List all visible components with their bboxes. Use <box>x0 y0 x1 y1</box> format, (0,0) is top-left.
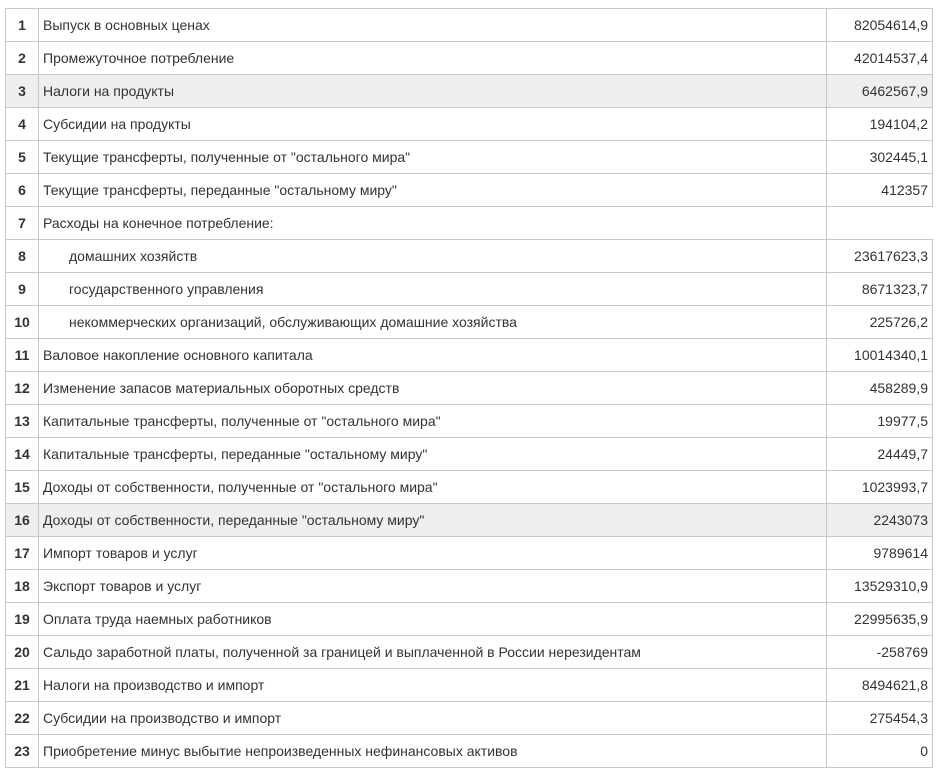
table-row <box>6 174 933 207</box>
table-row <box>6 141 933 174</box>
row-value: 8671323,7 <box>827 273 933 306</box>
table-row <box>6 702 933 735</box>
row-label: Изменение запасов материальных оборотных средств <box>39 372 827 405</box>
accounts-table <box>5 8 933 768</box>
row-number: 2 <box>6 42 39 75</box>
row-label: Субсидии на производство и импорт <box>39 702 827 735</box>
row-label: Налоги на продукты <box>39 75 827 108</box>
table-row <box>6 108 933 141</box>
row-value: 13529310,9 <box>827 570 933 603</box>
table-row <box>6 405 933 438</box>
row-label: Субсидии на продукты <box>39 108 827 141</box>
table-row <box>6 471 933 504</box>
row-value: -258769 <box>827 636 933 669</box>
row-number: 7 <box>6 207 39 240</box>
table-row <box>6 339 933 372</box>
row-value: 22995635,9 <box>827 603 933 636</box>
row-number: 4 <box>6 108 39 141</box>
row-value: 82054614,9 <box>827 9 933 42</box>
table-row <box>6 372 933 405</box>
row-value: 24449,7 <box>827 438 933 471</box>
row-label: домашних хозяйств <box>39 240 827 273</box>
row-number: 12 <box>6 372 39 405</box>
row-value: 8494621,8 <box>827 669 933 702</box>
table-row-section-header <box>6 207 933 240</box>
table-row <box>6 570 933 603</box>
table-row <box>6 306 933 339</box>
table-row <box>6 669 933 702</box>
row-number: 22 <box>6 702 39 735</box>
row-number: 8 <box>6 240 39 273</box>
row-value: 412357 <box>827 174 933 207</box>
row-number: 19 <box>6 603 39 636</box>
row-number: 9 <box>6 273 39 306</box>
row-label: Текущие трансферты, полученные от "остального мира" <box>39 141 827 174</box>
row-value: 6462567,9 <box>827 75 933 108</box>
row-value <box>827 207 933 240</box>
row-value: 2243073 <box>827 504 933 537</box>
row-value: 23617623,3 <box>827 240 933 273</box>
row-value: 0 <box>827 735 933 768</box>
row-label: Доходы от собственности, полученные от "остального мира" <box>39 471 827 504</box>
row-label: некоммерческих организаций, обслуживающих домашние хозяйства <box>39 306 827 339</box>
row-label: Импорт товаров и услуг <box>39 537 827 570</box>
row-label: Приобретение минус выбытие непроизведенных нефинансовых активов <box>39 735 827 768</box>
row-label: Текущие трансферты, переданные "остальному миру" <box>39 174 827 207</box>
row-value: 225726,2 <box>827 306 933 339</box>
row-value: 302445,1 <box>827 141 933 174</box>
row-value: 194104,2 <box>827 108 933 141</box>
row-label: государственного управления <box>39 273 827 306</box>
row-label: Валовое накопление основного капитала <box>39 339 827 372</box>
row-number: 5 <box>6 141 39 174</box>
row-value: 10014340,1 <box>827 339 933 372</box>
table-row <box>6 636 933 669</box>
table-row <box>6 603 933 636</box>
table-row-highlighted <box>6 504 933 537</box>
row-number: 11 <box>6 339 39 372</box>
row-value: 1023993,7 <box>827 471 933 504</box>
table-row <box>6 42 933 75</box>
row-label: Оплата труда наемных работников <box>39 603 827 636</box>
row-value: 19977,5 <box>827 405 933 438</box>
row-value: 9789614 <box>827 537 933 570</box>
row-value: 42014537,4 <box>827 42 933 75</box>
table-row-highlighted <box>6 75 933 108</box>
row-value: 458289,9 <box>827 372 933 405</box>
row-label: Экспорт товаров и услуг <box>39 570 827 603</box>
row-value: 275454,3 <box>827 702 933 735</box>
row-label: Расходы на конечное потребление: <box>39 207 827 240</box>
row-number: 20 <box>6 636 39 669</box>
row-number: 3 <box>6 75 39 108</box>
row-number: 1 <box>6 9 39 42</box>
row-number: 23 <box>6 735 39 768</box>
row-number: 10 <box>6 306 39 339</box>
row-number: 21 <box>6 669 39 702</box>
table-row <box>6 273 933 306</box>
row-label: Налоги на производство и импорт <box>39 669 827 702</box>
table-row <box>6 9 933 42</box>
row-number: 14 <box>6 438 39 471</box>
row-number: 13 <box>6 405 39 438</box>
table-row <box>6 438 933 471</box>
row-label: Сальдо заработной платы, полученной за границей и выплаченной в России нерезидентам <box>39 636 827 669</box>
row-number: 18 <box>6 570 39 603</box>
row-label: Доходы от собственности, переданные "остальному миру" <box>39 504 827 537</box>
row-number: 15 <box>6 471 39 504</box>
row-number: 17 <box>6 537 39 570</box>
row-label: Промежуточное потребление <box>39 42 827 75</box>
row-label: Капитальные трансферты, переданные "остальному миру" <box>39 438 827 471</box>
row-number: 6 <box>6 174 39 207</box>
row-label: Капитальные трансферты, полученные от "остального мира" <box>39 405 827 438</box>
row-label: Выпуск в основных ценах <box>39 9 827 42</box>
table-row <box>6 735 933 768</box>
row-number: 16 <box>6 504 39 537</box>
table-row <box>6 240 933 273</box>
table-row <box>6 537 933 570</box>
